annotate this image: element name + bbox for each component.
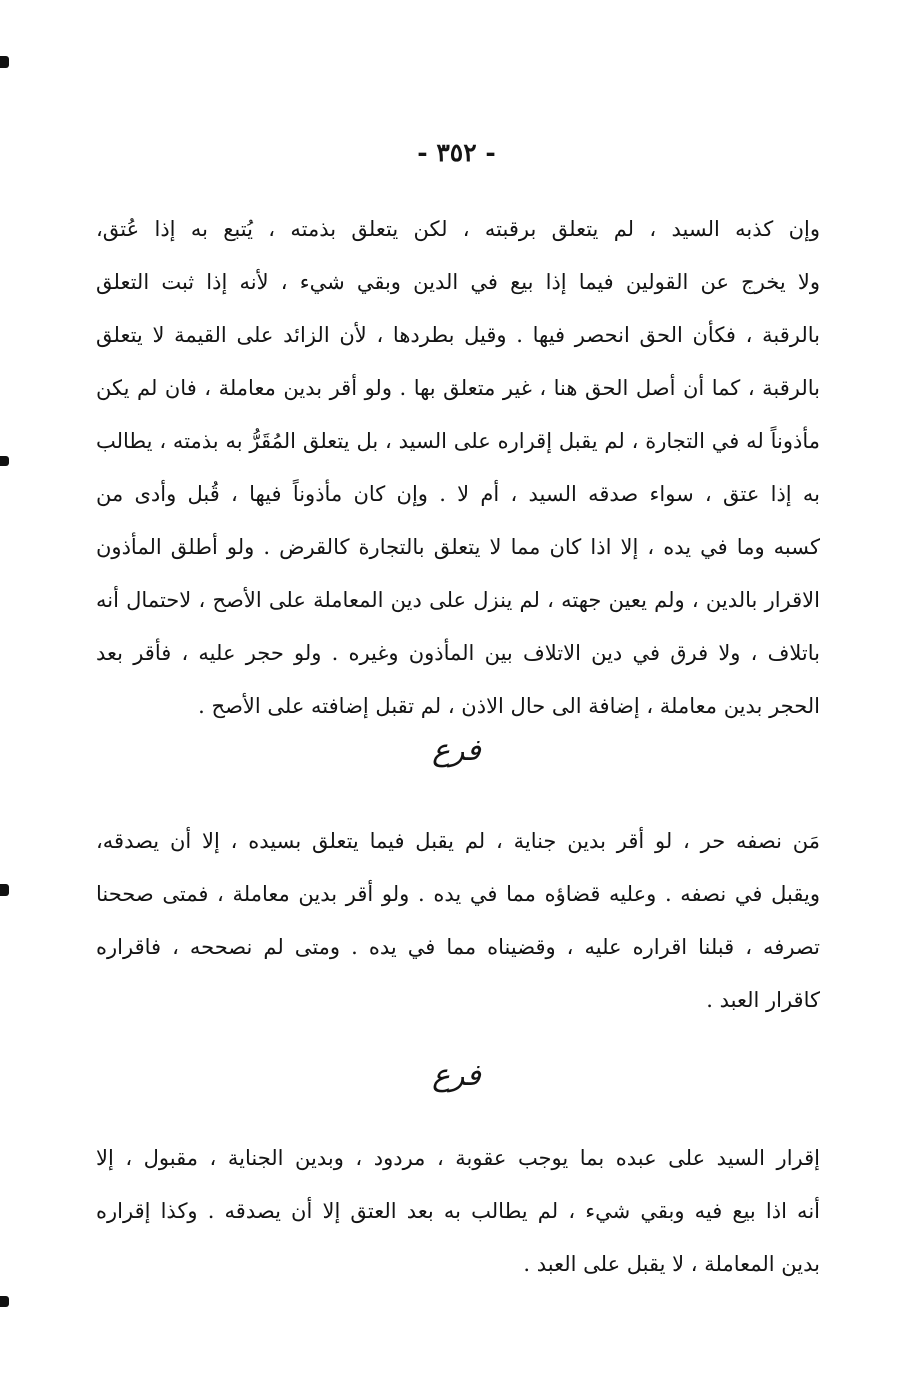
section1-line: تصرفه ، قبلنا اقراره عليه ، وقضيناه مما في يده . ومتى لم نصححه ، فاقراره	[96, 935, 820, 959]
intro-line: وإن كذبه السيد ، لم يتعلق برقبته ، لكن يتعلق بذمته ، يُتبع به إذا عُتق،	[96, 217, 820, 241]
section2-line: أنه اذا بيع فيه وبقي شيء ، لم يطالب به بعد العتق إلا أن يصدقه . وكذا إقراره	[96, 1199, 820, 1223]
section-heading: فرع	[432, 733, 481, 768]
section1-line: كاقرار العبد .	[706, 988, 820, 1012]
margin-mark-middle-upper	[0, 456, 9, 466]
margin-mark-middle-lower	[0, 884, 9, 896]
intro-line: به إذا عتق ، سواء صدقه السيد ، أم لا . وإن كان مأذوناً فيها ، قُبل وأدى من	[96, 482, 820, 506]
intro-line: الاقرار بالدين ، ولم يعين جهته ، لم ينزل على دين المعاملة على الأصح ، لاحتمال أنه	[96, 588, 820, 612]
section-heading: فرع	[432, 1058, 481, 1093]
intro-line: بالرقبة ، فكأن الحق انحصر فيها . وقيل بطردها ، لأن الزائد على القيمة لا يتعلق	[96, 323, 820, 347]
intro-line: بالرقبة ، كما أن أصل الحق هنا ، غير متعلق بها . ولو أقر بدين معاملة ، فان لم يكن	[96, 376, 820, 400]
intro-paragraph	[96, 203, 820, 733]
section2-line: بدين المعاملة ، لا يقبل على العبد .	[523, 1252, 820, 1276]
section2-line: إقرار السيد على عبده بما يوجب عقوبة ، مردود ، وبدين الجناية ، مقبول ، إلا	[96, 1146, 820, 1170]
intro-line: ولا يخرج عن القولين فيما إذا بيع في الدين وبقي شيء ، لأنه إذا ثبت التعلق	[96, 270, 820, 294]
section1-paragraph	[96, 815, 820, 1027]
intro-line: باتلاف ، ولا فرق في دين الاتلاف بين المأذون وغيره . ولو حجر عليه ، فأقر بعد	[96, 641, 820, 665]
margin-mark-top	[0, 56, 9, 68]
section1-line: ويقبل في نصفه . وعليه قضاؤه مما في يده . ولو أقر بدين معاملة ، فمتى صححنا	[96, 882, 820, 906]
intro-line: مأذوناً له في التجارة ، لم يقبل إقراره على السيد ، بل يتعلق المُقَرُّ به بذمته ، يطالب	[96, 429, 820, 453]
page-number: - ٣٥٢ -	[417, 138, 496, 167]
intro-line: كسبه وما في يده ، إلا اذا كان مما لا يتعلق بالتجارة كالقرض . ولو أطلق المأذون	[96, 535, 820, 559]
intro-line: الحجر بدين معاملة ، إضافة الى حال الاذن ، لم تقبل إضافته على الأصح .	[198, 694, 820, 718]
margin-mark-bottom	[0, 1296, 9, 1307]
section2-paragraph	[96, 1132, 820, 1291]
section1-line: مَن نصفه حر ، لو أقر بدين جناية ، لم يقبل فيما يتعلق بسيده ، إلا أن يصدقه،	[96, 829, 820, 853]
